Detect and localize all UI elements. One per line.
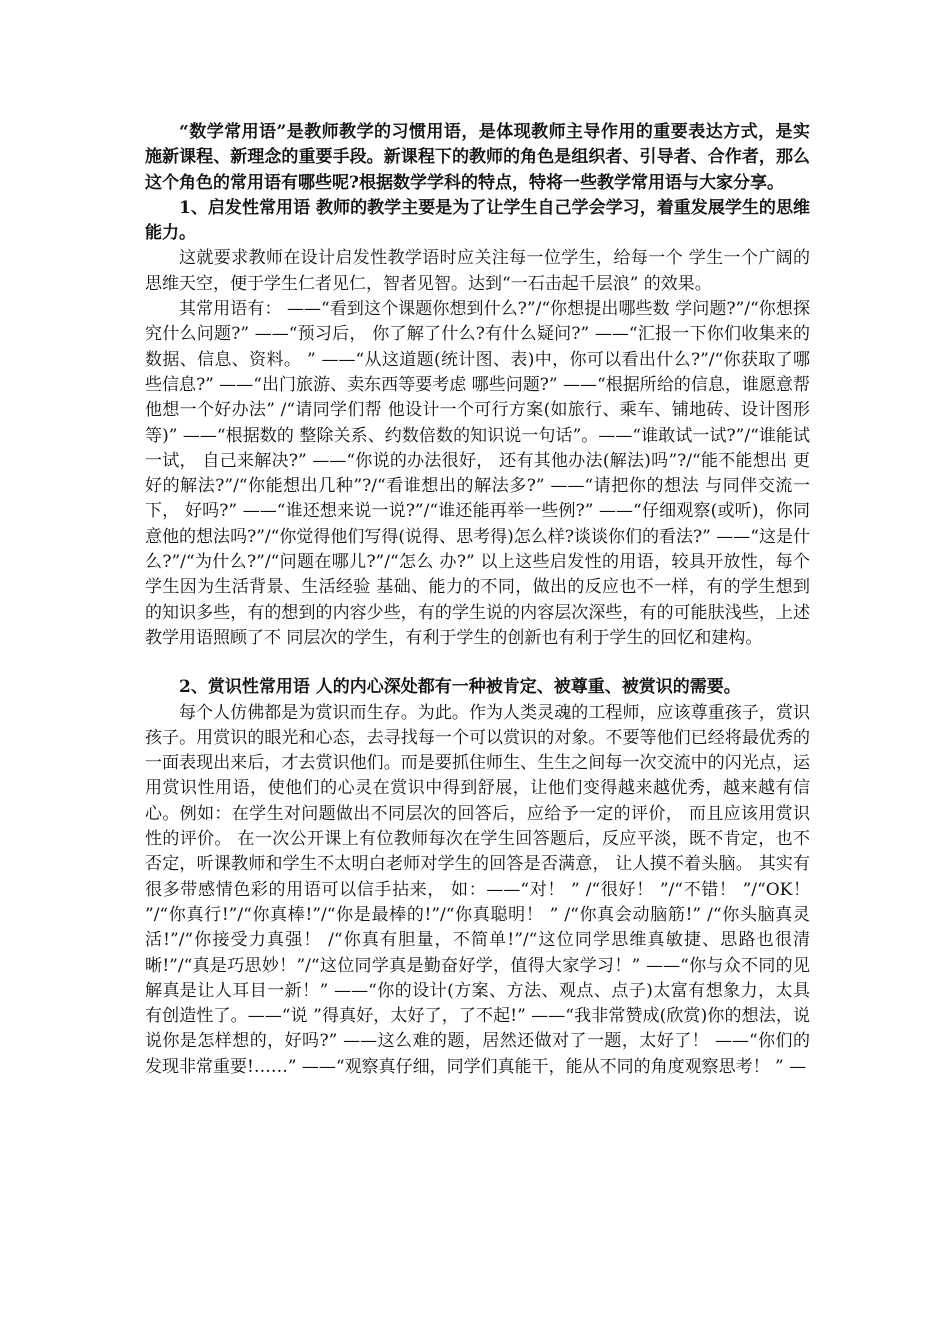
section2-heading: 2、赏识性常用语 人的内心深处都有一种被肯定、被尊重、被赏识的需要。	[179, 677, 741, 698]
document-page	[145, 120, 810, 1080]
section1-heading: 1、启发性常用语 教师的教学主要是为了让学生自己学会学习，着重发展学生的思维能力。	[145, 197, 810, 244]
section-spacer	[145, 651, 810, 675]
section1-paragraph-1: 这就要求教师在设计启发性教学语时应关注每一位学生，给每一个 学生一个广阔的思维天空，便于学生仁者见仁，智者见智。达到“一石击起千层浪” 的效果。	[145, 248, 810, 294]
intro-paragraph: “数学常用语”是教师教学的习惯用语，是体现教师主导作用的重要表达方式，是实施新课程、新理念的重要手段。新课程下的教师的角色是组织者、引导者、合作者，那么这个角色的常用语有哪些呢?根据数学学科的特点，特将一些教学常用语与大家分享。	[145, 122, 810, 193]
section2-paragraph-1: 每个人仿佛都是为赏识而生存。为此。作为人类灵魂的工程师，应该尊重孩子，赏识孩子。用赏识的眼光和心态，去寻找每一个可以赏识的对象。不要等他们已经将最优秀的一面表现出来后，才去赏识他们。而是要抓住师生、生生之间每一次交流中的闪光点，运用赏识性用语，使他们的心灵在赏识中得到舒展，让他们变得越来越优秀，越来越有信心。例如：在学生对问题做出不同层次的回答后，应给予一定的评价， 而且应该用赏识性的评价。 在一次公开课上有位教师每次在学生回答题后，反应平淡，既不肯定，也不否定，听课教师和学生不太明白老师对学生的回答是否满意， 让人摸不着头脑。 其实有很多带感情色彩的用语可以信手拈来， 如：——“对！ ” /“很好！ ”/“不错！ ”/“OK！ ”/“你真行!”/“你真棒!”/“你是最棒的!”/“你真聪明！ ” /“你真会动脑筋!” /“你头脑真灵活!”/“你接受力真强！ /“你真有胆量，不简单!”/“这位同学思维真敏捷、思路也很清晰!”/“真是巧思妙！”/“这位同学真是勤奋好学，值得大家学习！” ——“你与众不同的见解真是让人耳目一新！” ——“你的设计(方案、方法、观点、点子)太富有想象力，太具有创造性了。——“说 ”得真好，太好了，了不起!” ——“我非常赞成(欣赏)你的想法，说说你是怎样想的，好吗?” ——这么难的题，居然还做对了一题，太好了！ ——“你们的 发现非常重要!……” ——“观察真仔细，同学们真能干，能从不同的角度观察思考！ ” —	[145, 702, 810, 1077]
section1-paragraph-2: 其常用语有： ——“看到这个课题你想到什么?”/“你想提出哪些数 学问题?”/“你想探究什么问题?” ——“预习后， 你了解了什么?有什么疑问?” ——“汇报一下你们收集来的数据、信息、资料。 ” ——“从这道题(统计图、表)中，你可以看出什么?”/“你获取了哪些信息?” ——“出门旅游、卖东西等要考虑 哪些问题?” ——“根据所给的信息，谁愿意帮他想一个好办法” /“请同学们帮 他设计一个可行方案(如旅行、乘车、铺地砖、设计图形等)” ——“根据数的 整除关系、约数倍数的知识说一句话”。——“谁敢试一试?”/“谁能试一试， 自己来解决?” ——“你说的办法很好， 还有其他办法(解法)吗”?/“能不能想出 更好的解法?”/“你能想出几种”?/“看谁想出的解法多?” ——“请把你的想法 与同伴交流一下， 好吗?” ——“谁还想来说一说?”/“谁还能再举一些例?” ——“仔细观察(或听)，你同意他的想法吗?”/“你觉得他们写得(说得、思考得)怎么样?谈谈你们的看法?” ——“这是什么?”/“为什么?”/“问题在哪儿?”/“怎么 办?” 以上这些启发性的用语，较具开放性，每个学生因为生活背景、生活经验 基础、能力的不同，做出的反应也不一样，有的学生想到的知识多些，有的想到的内容少些，有的学生说的内容层次深些，有的可能肤浅些，上述教学用语照顾了不 同层次的学生，有利于学生的创新也有利于学生的回忆和建构。	[145, 299, 810, 648]
